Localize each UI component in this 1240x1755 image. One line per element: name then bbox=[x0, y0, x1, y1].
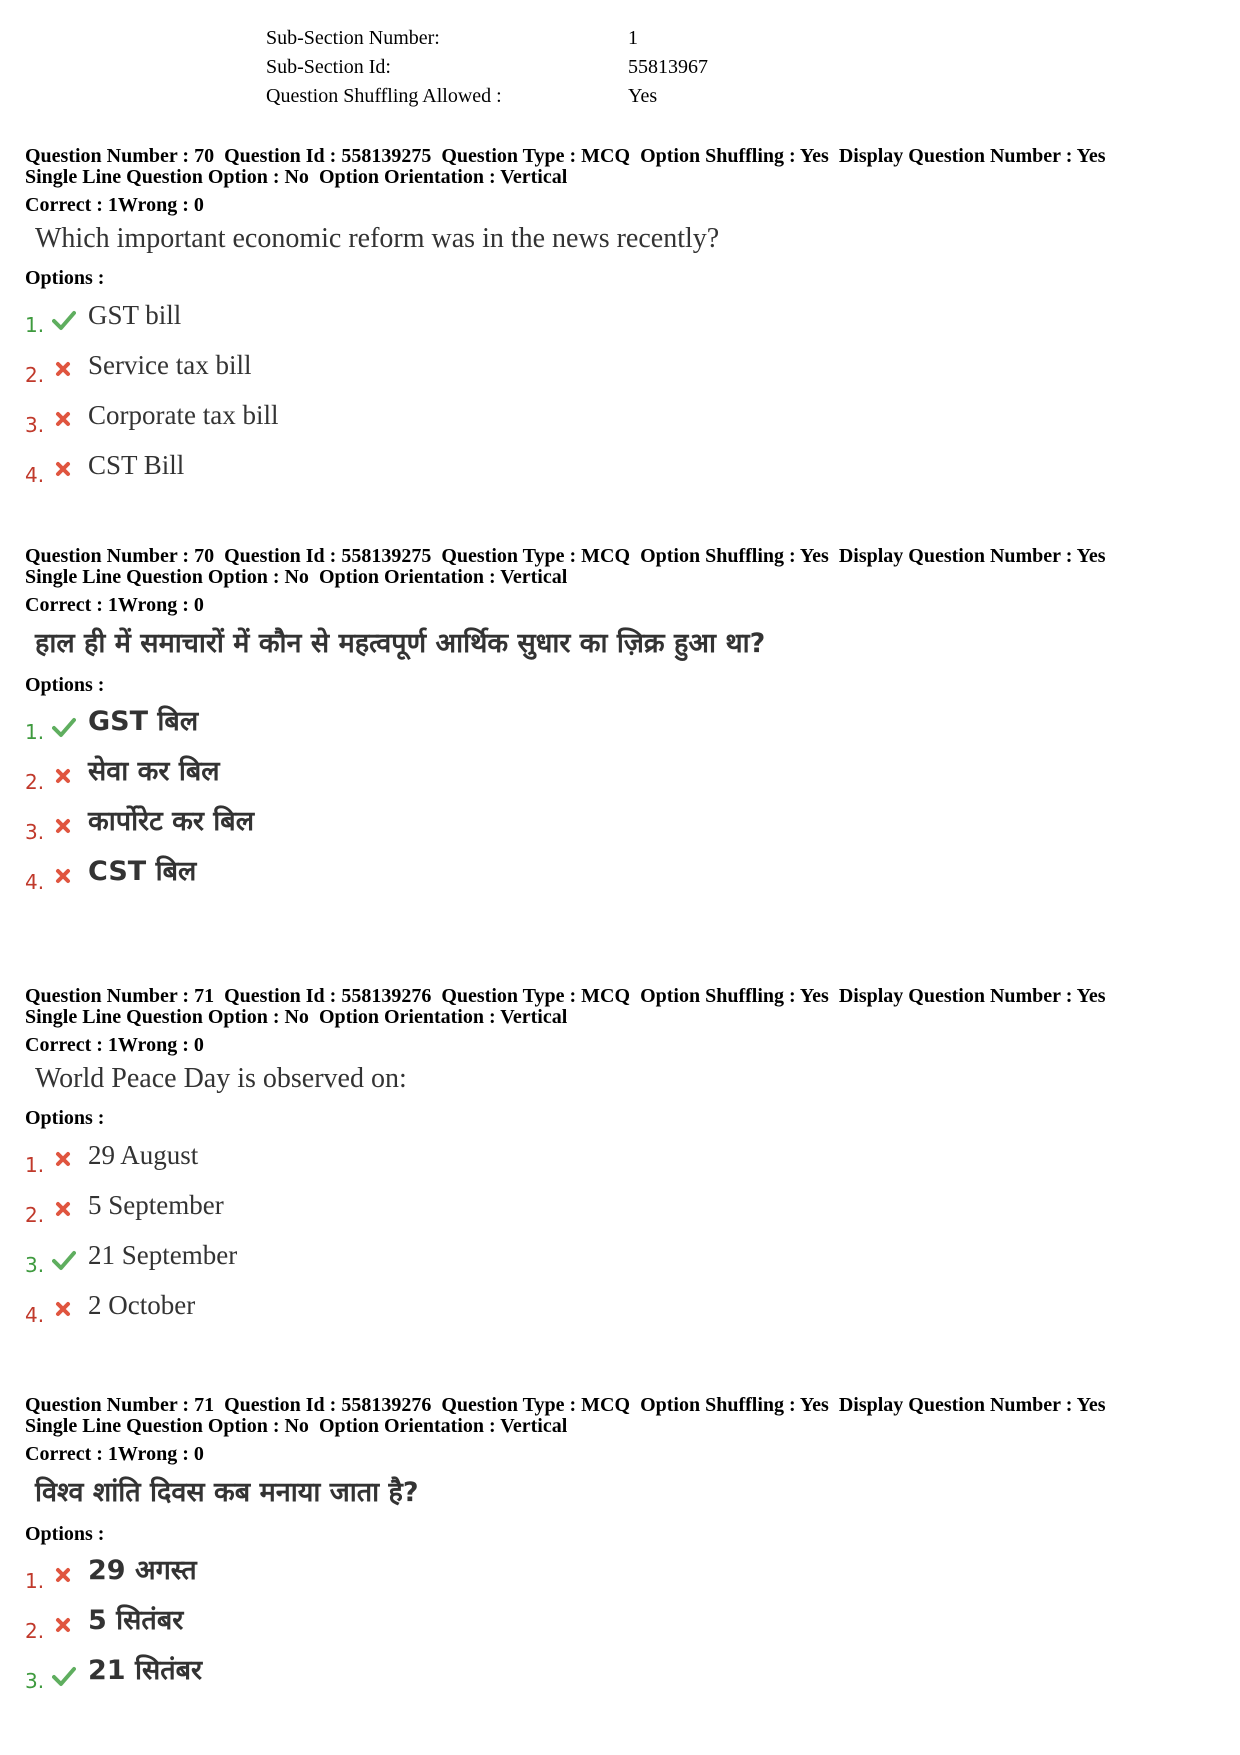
check-icon bbox=[52, 307, 88, 339]
option-item bbox=[25, 1279, 1220, 1329]
cross-icon bbox=[52, 1563, 88, 1595]
option-item bbox=[25, 1595, 1220, 1645]
options-label: Options : bbox=[25, 1107, 105, 1129]
correct-score: Correct : 1 bbox=[25, 194, 118, 216]
question-type: Question Type : MCQ bbox=[441, 545, 631, 567]
cross-icon bbox=[52, 1613, 88, 1645]
option-item bbox=[25, 389, 1220, 439]
option-number: 4. bbox=[25, 870, 45, 894]
option-number: 1. bbox=[25, 1153, 45, 1177]
check-icon bbox=[52, 714, 88, 746]
wrong-score: Wrong : 0 bbox=[117, 1034, 204, 1056]
question-text: विश्व शांति दिवस कब मनाया जाता है? bbox=[35, 1477, 419, 1508]
option-number: 2. bbox=[25, 1203, 45, 1227]
option-orientation: Option Orientation : Vertical bbox=[318, 1006, 568, 1028]
options-label: Options : bbox=[25, 1523, 105, 1545]
option-item bbox=[25, 439, 1220, 489]
option-item bbox=[25, 289, 1220, 339]
option-number: 3. bbox=[25, 413, 45, 437]
option-text: CST बिल bbox=[88, 856, 197, 887]
option-shuffling: Option Shuffling : Yes bbox=[640, 145, 829, 167]
question-block bbox=[25, 146, 1220, 489]
question-block bbox=[25, 1395, 1220, 1695]
check-icon bbox=[52, 1663, 88, 1695]
option-item bbox=[25, 1229, 1220, 1279]
option-item bbox=[25, 339, 1220, 389]
question-number: Question Number : 70 bbox=[25, 545, 215, 567]
option-text: 29 अगस्त bbox=[88, 1555, 197, 1586]
display-question-number: Display Question Number : Yes bbox=[838, 985, 1106, 1007]
question-number: Question Number : 70 bbox=[25, 145, 215, 167]
question-type: Question Type : MCQ bbox=[441, 145, 631, 167]
option-number: 1. bbox=[25, 1569, 45, 1593]
option-text: 21 September bbox=[88, 1240, 238, 1270]
question-score bbox=[25, 195, 1220, 216]
question-meta-line-1 bbox=[25, 546, 1220, 567]
question-text: Which important economic reform was in the news recently? bbox=[35, 223, 720, 254]
question-id: Question Id : 558139275 bbox=[224, 145, 432, 167]
option-number: 2. bbox=[25, 363, 45, 387]
display-question-number: Display Question Number : Yes bbox=[838, 145, 1106, 167]
option-text: GST bill bbox=[88, 300, 182, 330]
cross-icon bbox=[52, 864, 88, 896]
option-number: 3. bbox=[25, 820, 45, 844]
option-text: 29 August bbox=[88, 1140, 199, 1170]
question-id: Question Id : 558139276 bbox=[224, 1394, 432, 1416]
options-list bbox=[25, 696, 1220, 896]
option-shuffling: Option Shuffling : Yes bbox=[640, 545, 829, 567]
subsection-info bbox=[266, 24, 708, 111]
correct-score: Correct : 1 bbox=[25, 1034, 118, 1056]
correct-score: Correct : 1 bbox=[25, 594, 118, 616]
options-list bbox=[25, 1129, 1220, 1329]
display-question-number: Display Question Number : Yes bbox=[838, 1394, 1106, 1416]
cross-icon bbox=[52, 814, 88, 846]
question-score bbox=[25, 595, 1220, 616]
option-text: कार्पोरेट कर बिल bbox=[88, 806, 255, 837]
option-shuffling: Option Shuffling : Yes bbox=[640, 1394, 829, 1416]
option-number: 2. bbox=[25, 1619, 45, 1643]
question-shuffling-label: Question Shuffling Allowed : bbox=[266, 85, 502, 107]
option-text: 2 October bbox=[88, 1290, 196, 1320]
option-item bbox=[25, 796, 1220, 846]
subsection-number-value: 1 bbox=[628, 27, 638, 49]
option-text: Service tax bill bbox=[88, 350, 252, 380]
option-number: 3. bbox=[25, 1253, 45, 1277]
options-list bbox=[25, 1545, 1220, 1695]
question-block bbox=[25, 546, 1220, 896]
options-list bbox=[25, 289, 1220, 489]
option-number: 4. bbox=[25, 463, 45, 487]
cross-icon bbox=[52, 407, 88, 439]
cross-icon bbox=[52, 764, 88, 796]
option-text: GST बिल bbox=[88, 706, 199, 737]
option-item bbox=[25, 846, 1220, 896]
question-meta-line-1 bbox=[25, 986, 1220, 1007]
cross-icon bbox=[52, 1197, 88, 1229]
question-number: Question Number : 71 bbox=[25, 985, 215, 1007]
question-type: Question Type : MCQ bbox=[441, 1394, 631, 1416]
option-number: 1. bbox=[25, 313, 45, 337]
question-type: Question Type : MCQ bbox=[441, 985, 631, 1007]
question-score bbox=[25, 1444, 1220, 1465]
option-item bbox=[25, 1545, 1220, 1595]
option-orientation: Option Orientation : Vertical bbox=[318, 566, 568, 588]
question-meta-line-1 bbox=[25, 146, 1220, 167]
question-text: World Peace Day is observed on: bbox=[35, 1063, 407, 1094]
option-number: 3. bbox=[25, 1669, 45, 1693]
question-shuffling-value: Yes bbox=[628, 85, 658, 107]
question-meta-line-2 bbox=[25, 567, 1220, 588]
subsection-number-label: Sub-Section Number: bbox=[266, 27, 440, 49]
cross-icon bbox=[52, 1147, 88, 1179]
option-item bbox=[25, 1645, 1220, 1695]
correct-score: Correct : 1 bbox=[25, 1443, 118, 1465]
cross-icon bbox=[52, 357, 88, 389]
question-score bbox=[25, 1035, 1220, 1056]
option-text: CST Bill bbox=[88, 450, 185, 480]
question-text: हाल ही में समाचारों में कौन से महत्वपूर्ण आर्थिक सुधार का ज़िक्र हुआ था? bbox=[35, 628, 766, 659]
option-text: 5 September bbox=[88, 1190, 224, 1220]
subsection-id-value: 55813967 bbox=[628, 56, 708, 78]
wrong-score: Wrong : 0 bbox=[117, 594, 204, 616]
options-label: Options : bbox=[25, 267, 105, 289]
option-orientation: Option Orientation : Vertical bbox=[318, 166, 568, 188]
wrong-score: Wrong : 0 bbox=[117, 1443, 204, 1465]
option-item bbox=[25, 1179, 1220, 1229]
check-icon bbox=[52, 1247, 88, 1279]
option-number: 4. bbox=[25, 1303, 45, 1327]
single-line-question-option: Single Line Question Option : No bbox=[25, 166, 309, 188]
question-meta-line-2 bbox=[25, 1007, 1220, 1028]
option-orientation: Option Orientation : Vertical bbox=[318, 1415, 568, 1437]
subsection-id-label: Sub-Section Id: bbox=[266, 56, 391, 78]
cross-icon bbox=[52, 457, 88, 489]
option-text: Corporate tax bill bbox=[88, 400, 279, 430]
question-meta-line-1 bbox=[25, 1395, 1220, 1416]
option-item bbox=[25, 1129, 1220, 1179]
question-block bbox=[25, 986, 1220, 1329]
option-item bbox=[25, 746, 1220, 796]
question-id: Question Id : 558139275 bbox=[224, 545, 432, 567]
question-meta-line-2 bbox=[25, 167, 1220, 188]
option-number: 2. bbox=[25, 770, 45, 794]
options-label: Options : bbox=[25, 674, 105, 696]
option-number: 1. bbox=[25, 720, 45, 744]
cross-icon bbox=[52, 1297, 88, 1329]
option-shuffling: Option Shuffling : Yes bbox=[640, 985, 829, 1007]
option-text: 21 सितंबर bbox=[88, 1655, 203, 1686]
display-question-number: Display Question Number : Yes bbox=[838, 545, 1106, 567]
single-line-question-option: Single Line Question Option : No bbox=[25, 566, 309, 588]
option-text: सेवा कर बिल bbox=[88, 756, 220, 787]
option-text: 5 सितंबर bbox=[88, 1605, 184, 1636]
wrong-score: Wrong : 0 bbox=[117, 194, 204, 216]
question-number: Question Number : 71 bbox=[25, 1394, 215, 1416]
single-line-question-option: Single Line Question Option : No bbox=[25, 1006, 309, 1028]
question-meta-line-2 bbox=[25, 1416, 1220, 1437]
question-id: Question Id : 558139276 bbox=[224, 985, 432, 1007]
single-line-question-option: Single Line Question Option : No bbox=[25, 1415, 309, 1437]
option-item bbox=[25, 696, 1220, 746]
